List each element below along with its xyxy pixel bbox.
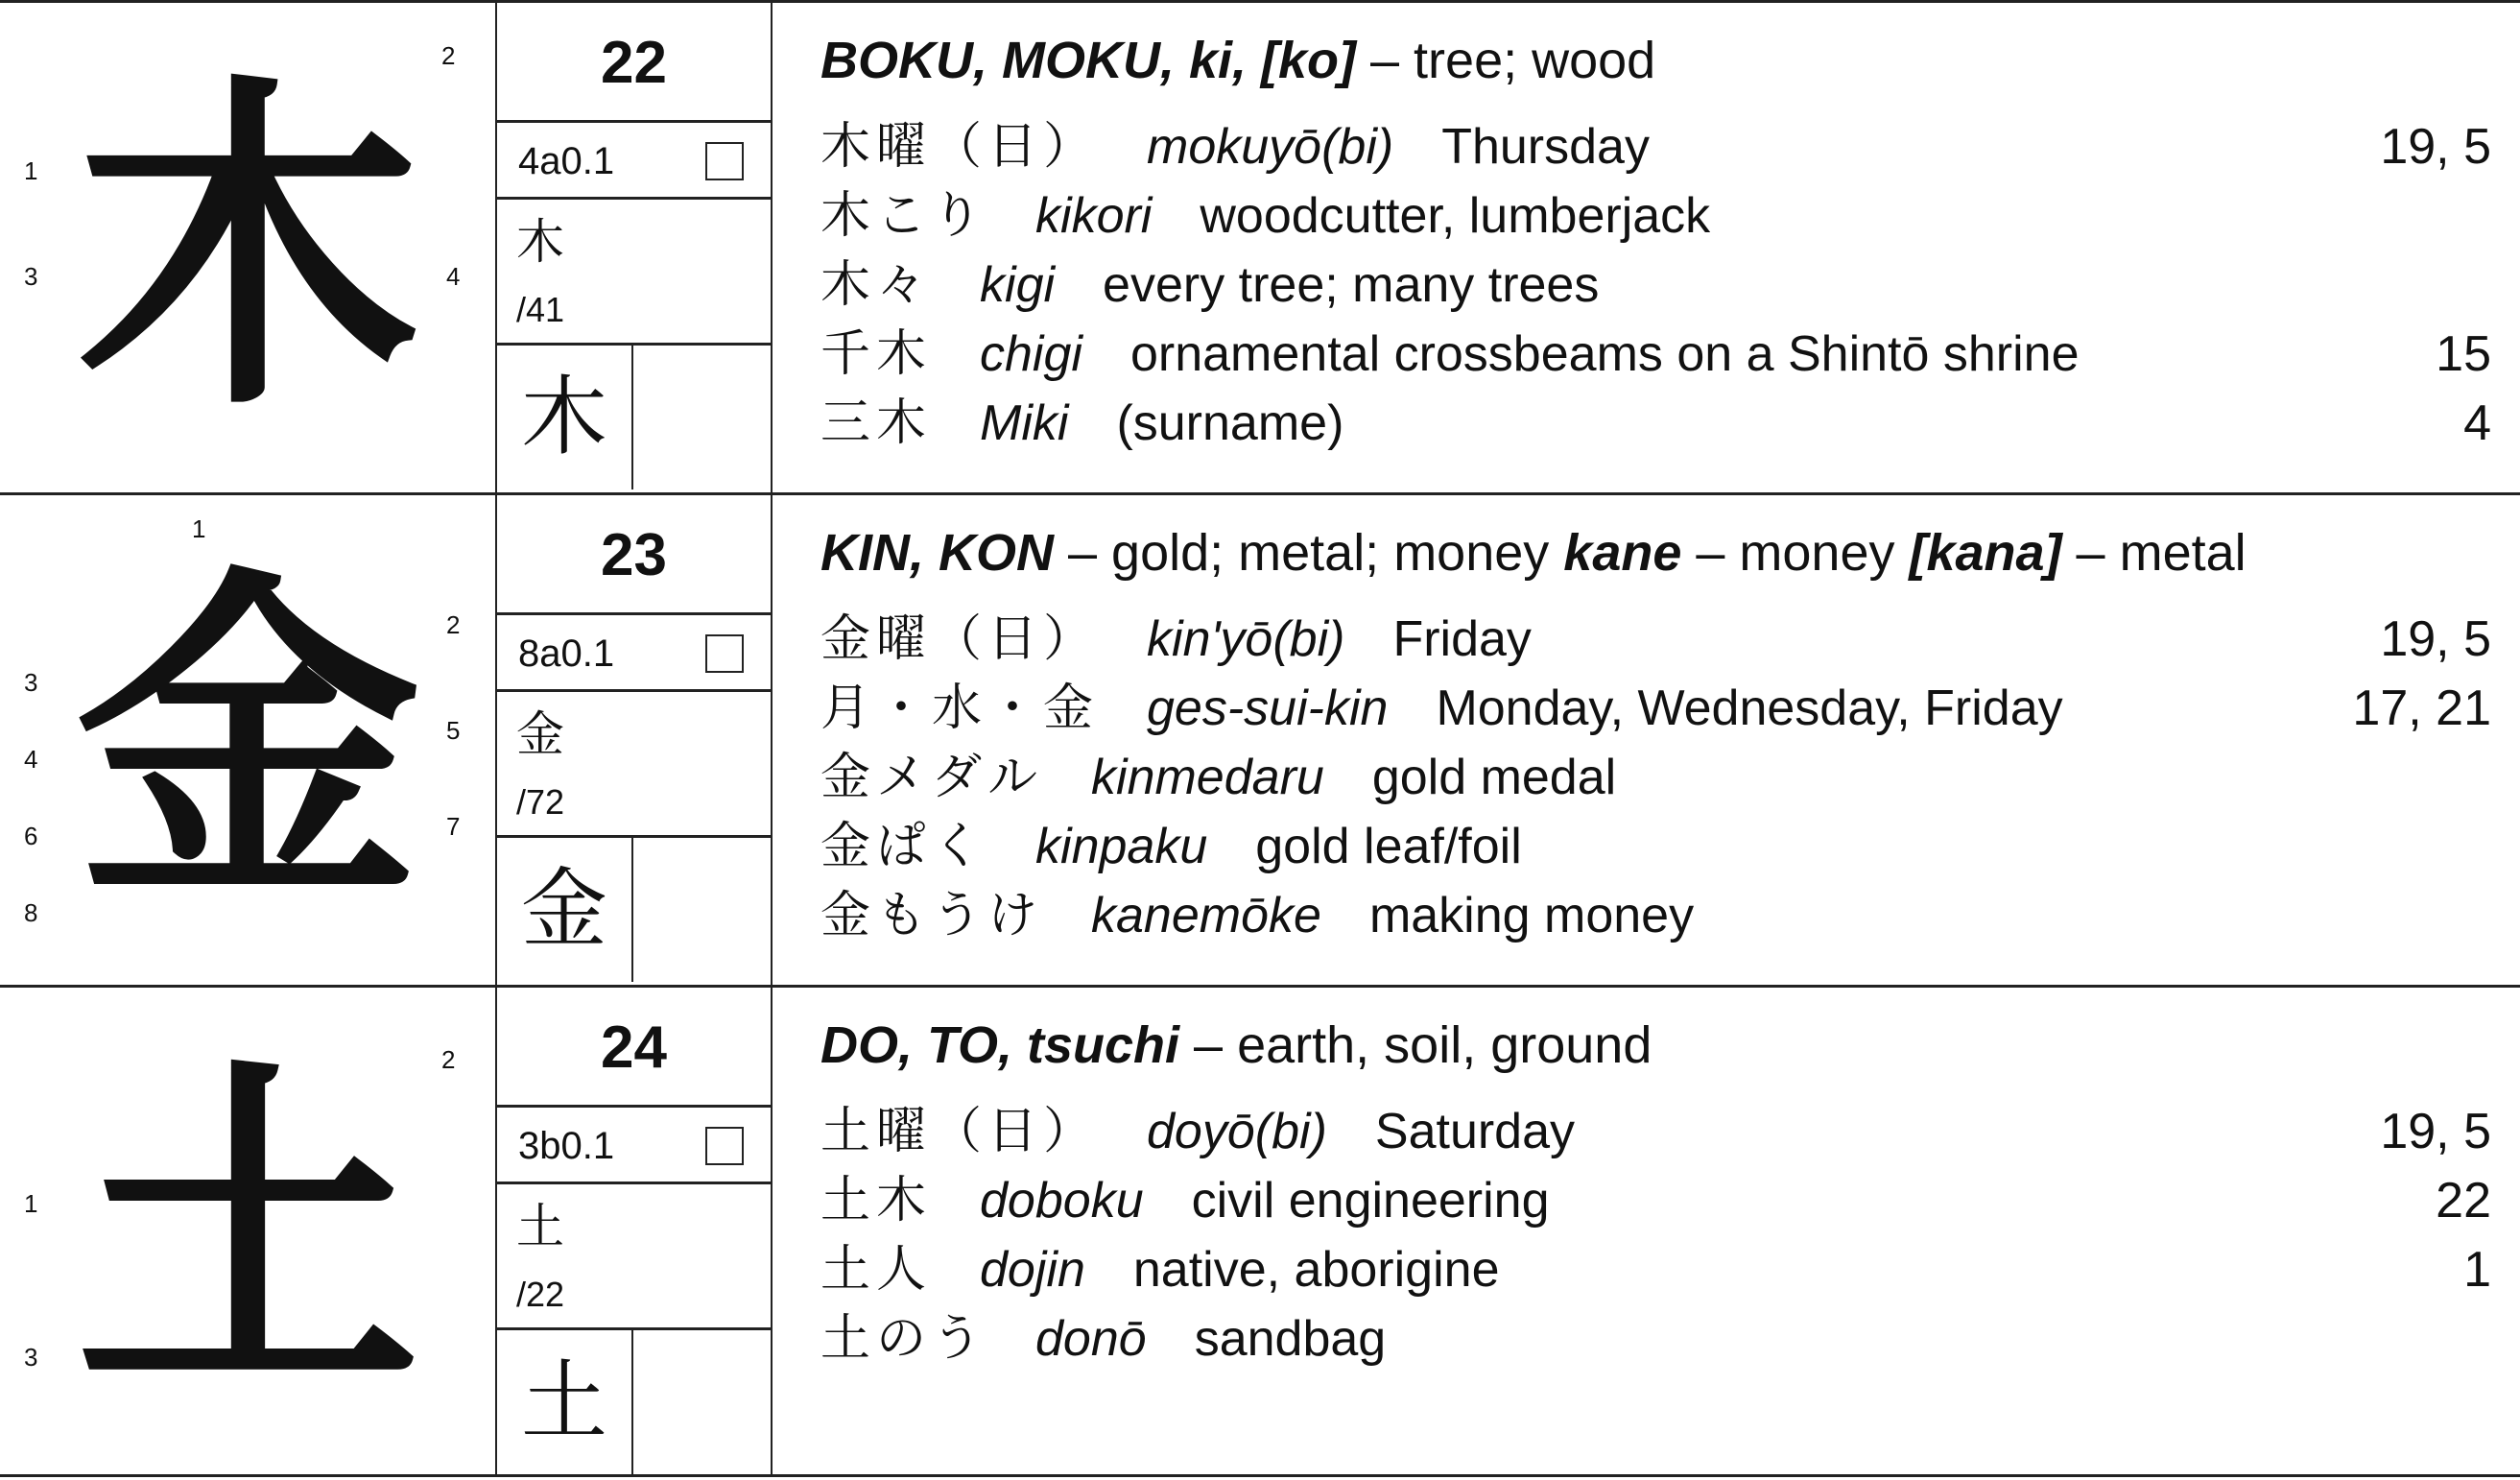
practice-box	[497, 346, 771, 489]
stroke-order-panel	[0, 988, 497, 1474]
vocab-meaning: Saturday	[1374, 1104, 1576, 1159]
vocab-entry	[820, 1235, 2491, 1304]
kanji-code	[497, 123, 771, 200]
readings-panel	[773, 988, 2520, 1474]
radical-box	[497, 200, 771, 346]
checkbox[interactable]	[705, 634, 744, 673]
vocab-kanji: 千木	[820, 326, 933, 382]
kanji-row	[0, 0, 2520, 492]
stroke-order-panel	[0, 3, 497, 492]
meaning: – tree; wood	[1356, 32, 1656, 89]
vocab-kanji: 金メダル	[820, 750, 1044, 805]
vocab-meaning: native, aborigine	[1132, 1242, 1500, 1298]
vocab-kanji: 木々	[820, 257, 933, 313]
vocab-reading: mokuyō(bi)	[1147, 119, 1394, 175]
vocab-kanji: 土のう	[820, 1311, 988, 1367]
radical-box	[497, 1184, 771, 1330]
vocab-ref: 19, 5	[2380, 611, 2491, 667]
vocab-meaning: Friday	[1392, 611, 1532, 667]
radical: 木	[516, 215, 564, 269]
stroke-number: 2	[441, 1045, 456, 1074]
vocab-reading: kikori	[1035, 188, 1153, 244]
meaning: – earth, soil, ground	[1179, 1016, 1652, 1074]
kanji-code	[497, 615, 771, 692]
stroke-number: 3	[24, 262, 38, 291]
stroke-order-panel	[0, 495, 497, 985]
vocab-reading: ges-sui-kin	[1147, 680, 1389, 736]
stroke-number: 7	[446, 812, 461, 841]
vocab-kanji: 金ぱく	[820, 819, 988, 874]
stroke-number: 1	[192, 514, 206, 543]
vocab-entry	[820, 1097, 2491, 1166]
vocab-meaning: every tree; many trees	[1103, 257, 1600, 313]
vocab-reading: chigi	[980, 326, 1082, 382]
vocab-kanji: 土人	[820, 1242, 933, 1298]
vocab-meaning: making money	[1368, 888, 1695, 943]
meaning: – metal	[2061, 524, 2247, 582]
stroke-number: 4	[446, 262, 461, 291]
stroke-number: 3	[24, 668, 38, 697]
practice-box	[497, 1330, 771, 1474]
vocab-entry	[820, 881, 2491, 950]
readings-panel	[773, 495, 2520, 985]
vocab-kanji: 三木	[820, 395, 933, 451]
vocab-meaning: woodcutter, lumberjack	[1200, 188, 1711, 244]
stroke-number: 1	[24, 1189, 38, 1218]
readings: kane	[1563, 524, 1682, 582]
stroke-number: 2	[441, 41, 456, 70]
practice-box	[497, 838, 771, 982]
vocab-entry	[820, 181, 2491, 251]
vocab-meaning: Thursday	[1441, 119, 1650, 175]
vocab-entry	[820, 605, 2491, 674]
radical-number: /72	[516, 782, 565, 822]
vocab-reading: dojin	[980, 1242, 1085, 1298]
vocab-ref: 22	[2436, 1173, 2491, 1229]
vocab-entry	[820, 812, 2491, 881]
vocab-ref: 4	[2463, 395, 2491, 451]
vocab-kanji: 木曜（日）	[820, 119, 1100, 175]
vocab-kanji: 土木	[820, 1173, 933, 1229]
checkbox[interactable]	[705, 142, 744, 180]
vocab-meaning: gold leaf/foil	[1255, 819, 1522, 874]
stroke-number: 8	[24, 898, 38, 927]
vocab-reading: kinpaku	[1035, 819, 1208, 874]
vocab-entry	[820, 1304, 2491, 1373]
vocab-meaning: (surname)	[1116, 395, 1344, 451]
kanji-number: 23	[497, 495, 771, 615]
vocab-entry	[820, 320, 2491, 389]
stroke-number: 1	[24, 156, 38, 185]
kanji-large: 金	[76, 559, 421, 923]
vocab-meaning: civil engineering	[1191, 1173, 1550, 1229]
vocab-kanji: 土曜（日）	[820, 1104, 1100, 1159]
radical: 土	[516, 1200, 564, 1253]
vocab-reading: kin'yō(bi)	[1147, 611, 1345, 667]
vocab-ref: 19, 5	[2380, 1104, 2491, 1159]
stroke-number: 5	[446, 716, 461, 745]
kanji-number: 24	[497, 988, 771, 1108]
radical-number: /41	[516, 290, 565, 329]
readings: [kana]	[1909, 524, 2062, 582]
vocab-reading: kanemōke	[1091, 888, 1321, 943]
meaning: – gold; metal; money	[1054, 524, 1564, 582]
vocab-entry	[820, 743, 2491, 812]
radical-number: /22	[516, 1275, 565, 1314]
vocab-kanji: 木こり	[820, 188, 988, 244]
kanji-small: 土	[497, 1330, 633, 1474]
checkbox[interactable]	[705, 1127, 744, 1165]
kanji-row	[0, 492, 2520, 985]
readings-heading	[820, 24, 2491, 112]
vocab-meaning: gold medal	[1371, 750, 1617, 805]
kanji-small: 木	[497, 346, 633, 489]
vocab-reading: Miki	[980, 395, 1069, 451]
vocab-entry	[820, 389, 2491, 458]
stroke-number: 4	[24, 745, 38, 774]
vocab-meaning: ornamental crossbeams on a Shintō shrine	[1129, 326, 2080, 382]
code-text: 3b0.1	[518, 1125, 615, 1167]
vocab-entry	[820, 1166, 2491, 1235]
info-panel	[497, 495, 773, 985]
vocab-reading: donō	[1035, 1311, 1147, 1367]
vocab-meaning: Monday, Wednesday, Friday	[1436, 680, 2063, 736]
kanji-row	[0, 985, 2520, 1477]
code-text: 4a0.1	[518, 140, 615, 182]
meaning: – money	[1681, 524, 1910, 582]
kanji-large: 土	[76, 1051, 421, 1416]
vocab-meaning: sandbag	[1194, 1311, 1387, 1367]
vocab-kanji: 金曜（日）	[820, 611, 1100, 667]
stroke-number: 6	[24, 822, 38, 850]
kanji-small: 金	[497, 838, 633, 982]
code-text: 8a0.1	[518, 633, 615, 675]
vocab-entry	[820, 251, 2491, 320]
stroke-number: 2	[446, 610, 461, 639]
readings: BOKU, MOKU, ki, [ko]	[820, 32, 1357, 89]
info-panel	[497, 3, 773, 492]
readings-panel	[773, 3, 2520, 492]
readings-heading	[820, 516, 2491, 605]
vocab-kanji: 月・水・金	[820, 680, 1100, 736]
info-panel	[497, 988, 773, 1474]
vocab-ref: 15	[2436, 326, 2491, 382]
vocab-reading: doboku	[980, 1173, 1144, 1229]
vocab-entry	[820, 112, 2491, 181]
kanji-large: 木	[76, 66, 421, 431]
radical-box	[497, 692, 771, 838]
vocab-ref: 19, 5	[2380, 119, 2491, 175]
vocab-entry	[820, 674, 2491, 743]
stroke-number: 3	[24, 1343, 38, 1372]
vocab-ref: 17, 21	[2352, 680, 2491, 736]
readings: KIN, KON	[820, 524, 1054, 582]
radical: 金	[516, 707, 564, 761]
vocab-reading: doyō(bi)	[1147, 1104, 1327, 1159]
readings-heading	[820, 1009, 2491, 1097]
kanji-code	[497, 1108, 771, 1184]
kanji-number: 22	[497, 3, 771, 123]
vocab-ref: 1	[2463, 1242, 2491, 1298]
vocab-reading: kinmedaru	[1091, 750, 1324, 805]
readings: DO, TO, tsuchi	[820, 1016, 1180, 1074]
vocab-kanji: 金もうけ	[820, 888, 1044, 943]
vocab-reading: kigi	[980, 257, 1056, 313]
